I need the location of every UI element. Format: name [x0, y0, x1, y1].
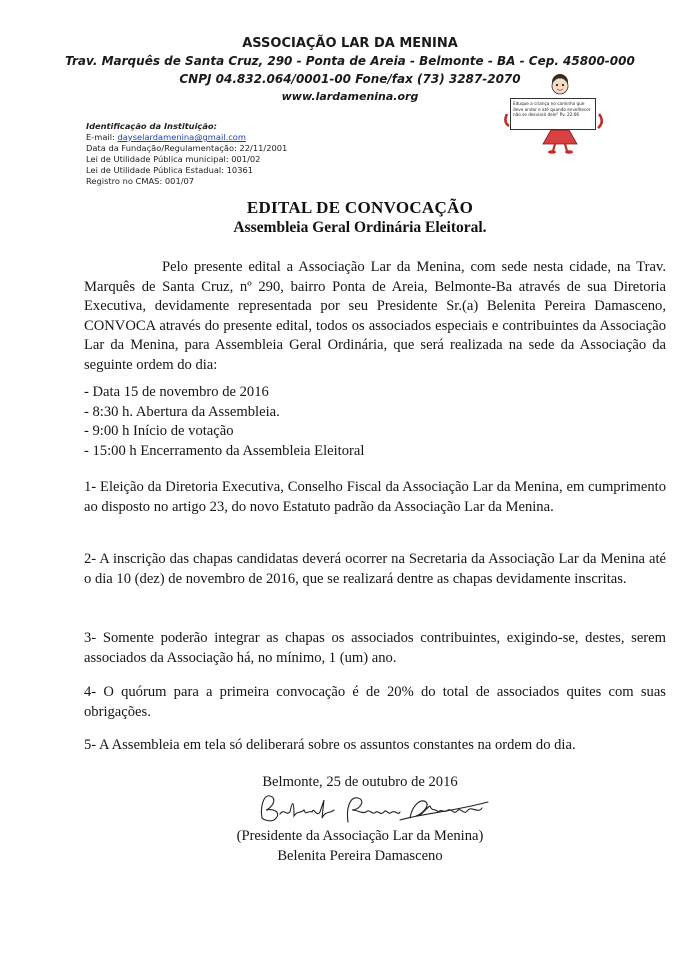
signer-role: (Presidente da Associação Lar da Menina)	[236, 828, 484, 844]
signer-name: Belenita Pereira Damasceno	[277, 848, 443, 864]
intro-paragraph: Pelo presente edital a Associação Lar da Menina, com sede nesta cidade, na Trav. Marquês de Santa Cruz, nº 290, bairro Ponta de Areia, Belmonte-Ba através de sua Diretoria Executiva, devidamente representada por seu Presidente Sr.(a) Belenita Pereira Damasceno, CONVOCA através do presente edital, todos os associados especiais e contribuintes da Associação Lar da Menina, para Assembleia Geral Ordinária, que será realizada na sede da Associação da seguinte ordem do dia:	[84, 259, 666, 373]
foundation-date: Data da Fundação/Regulamentação: 22/11/2001	[86, 143, 288, 153]
identification-block	[86, 121, 287, 187]
document-subtitle: Assembleia Geral Ordinária Eleitoral.	[233, 219, 487, 236]
org-cnpj-phone: CNPJ 04.832.064/0001-00 Fone/fax (73) 3287-2070	[179, 72, 521, 86]
agenda-item: - 9:00 h Início de votação	[84, 423, 234, 439]
logo-caption: Eduque a criança no caminho que deve andar e até quando envelhecer não se desviará dele" Pv. 22:06	[510, 98, 596, 130]
agenda-item: - 8:30 h. Abertura da Assembleia.	[84, 403, 280, 420]
org-address: Trav. Marquês de Santa Cruz, 290 - Ponta de Areia - Belmonte - BA - Cep. 45800-000	[65, 54, 635, 68]
agenda-item: - Data 15 de novembro de 2016	[84, 384, 269, 400]
numbered-item-1: 1- Eleição da Diretoria Executiva, Conselho Fiscal da Associação Lar da Menina, em cumprimento ao disposto no artigo 23, do novo Estatuto padrão da Associação Lar da Menina.	[84, 479, 666, 515]
cmas-registry: Registro no CMAS: 001/07	[86, 176, 195, 186]
numbered-item-3: 3- Somente poderão integrar as chapas os associados contribuintes, exigindo-se, destes, serem associados da Associação há, no mínimo, 1 (um) ano.	[84, 630, 666, 666]
agenda-item: - 15:00 h Encerramento da Assembleia Eleitoral	[84, 442, 365, 459]
org-name: ASSOCIAÇÃO LAR DA MENINA	[242, 36, 458, 51]
email-label: E-mail:	[86, 132, 115, 142]
org-website: www.lardamenina.org	[281, 90, 419, 103]
identification-heading: Identificação da Instituição:	[86, 121, 217, 131]
handwritten-signature	[250, 788, 500, 830]
date-line: Belmonte, 25 de outubro de 2016	[262, 774, 458, 790]
numbered-item-4: 4- O quórum para a primeira convocação é de 20% do total de associados quites com suas obrigações.	[84, 684, 666, 720]
numbered-item-2: 2- A inscrição das chapas candidatas deverá ocorrer na Secretaria da Associação Lar da Menina até o dia 10 (dez) de novembro de 2016, que se realizará dentre as chapas devidamente inscritas.	[84, 551, 666, 587]
document-title: EDITAL DE CONVOCAÇÃO	[246, 198, 474, 217]
state-law: Lei de Utilidade Pública Estadual: 10361	[86, 165, 254, 175]
numbered-item-5: 5- A Assembleia em tela só deliberará sobre os assuntos constantes na ordem do dia.	[84, 737, 576, 753]
agenda-list	[84, 383, 666, 461]
email-row	[86, 132, 287, 143]
email-link[interactable]: dayselardamenina@gmail.com	[117, 132, 246, 142]
municipal-law: Lei de Utilidade Pública municipal: 001/02	[86, 154, 261, 164]
